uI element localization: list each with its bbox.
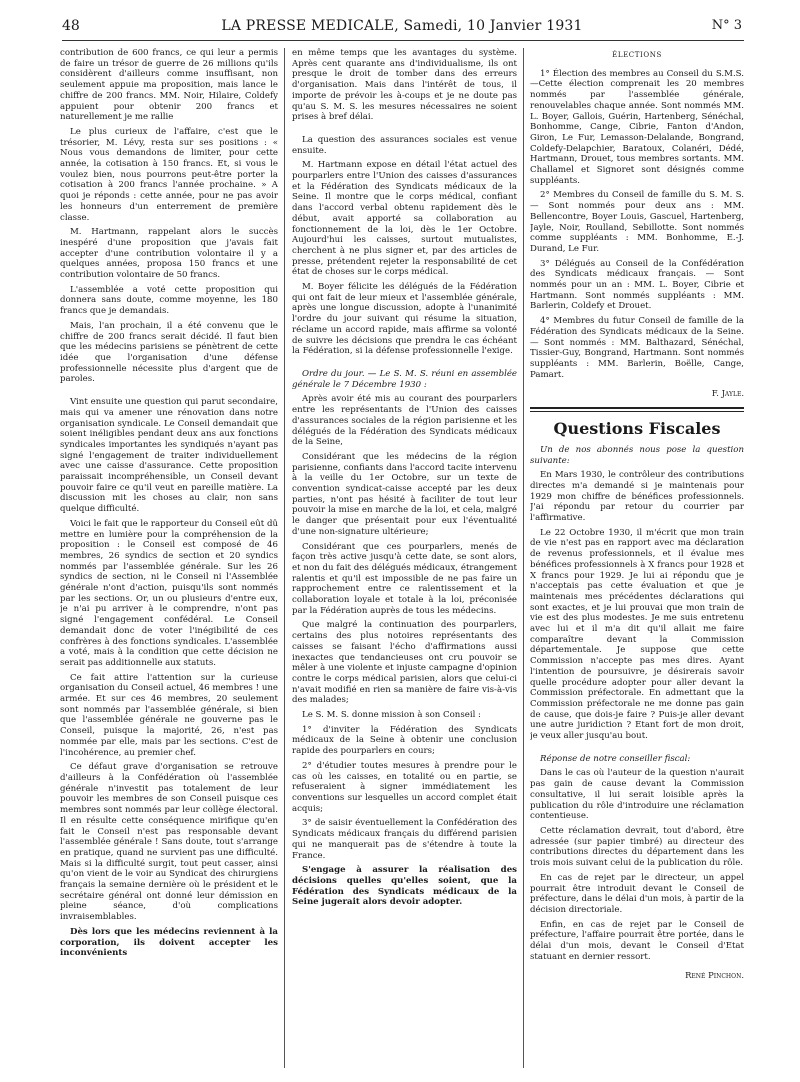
signature: René Pinchon. [685,970,744,981]
paragraph: S'engage à assurer la réalisation des décisions quelles qu'elles soient, que la Fédération des Syndicats médicaux de la Seine jugerait alors devoir adopter. [292,865,517,908]
paragraph: Considérant que les médecins de la région parisienne, confiants dans l'accord tacite intervenu à la veille du 1er Octobre, sur un texte de convention syndicat-caisse accepté par les deux parties, n'ont pas hésité à faciliter de tout leur pouvoir la mise en marche de la loi, et cela, malgré le danger que présentait pour eux l'éventualité d'une non-signature ultérieure; [292,451,517,537]
paragraph: Ce fait attire l'attention sur la curieuse organisation du Conseil actuel, 46 membres ! une armée. Et sur ces 46 membres, 20 seulement sont nommés par l'assemblée générale, si bien que l'assemblée générale ne gouverne pas le Conseil, puisque la majorité, 26, n'est pas nommée par elle, mais par les sections. C'est de l'incohérence, au premier chef. [60,672,278,758]
paragraph: Que malgré la continuation des pourparlers, certains des plus notoires représentants des caisses se faisant l'écho d'affirmations aussi inexactes que tendancieuses ont cru pouvoir se mêler à une violente et injuste campagne d'opinion contre le corps médical parisien, alors que celui-ci n'avait modifié en rien sa manière de faire vis-à-vis des malades; [292,620,517,706]
paragraph: Le plus curieux de l'affaire, c'est que le trésorier, M. Lévy, resta sur ses positions : « Nous vous demandons de limiter, pour cette année, la cotisation à 150 francs. Et, si vous le voulez bien, nous pourrons peut-être porter la cotisation à 200 francs l'année prochaine. » A quoi je réponds : cette année, pour ne pas avoir les honneurs d'un enterrement de première classe. [60,126,278,223]
paragraph: Le 22 Octobre 1930, il m'écrit que mon train de vie n'est pas en rapport avec ma déclaration de revenus professionnels, et il évalue mes bénéfices professionnels à X francs pour 1928 et X francs pour 1929. Je lui ai répondu que je n'acceptais pas cette évaluation et que je maintenais mes précédentes déclarations qui sont exactes, et je lui prouvai que mon train de vie est des plus modestes. Je me suis entretenu avec lui et il m'a dit qu'il allait me faire comparaître devant la Commission départementale. Je suppose que cette Commission n'accepte pas mes dires. Ayant l'intention de poursuivre, je désirerais savoir quelle procédure adopter pour aller devant la Commission préfectorale. En admettant que la Commission préfectorale ne me donne pas gain de cause, que dois-je faire ? Puis-je aller devant une autre juridiction ? Etant fort de mon droit, je veux aller jusqu'au bout. [530,527,744,742]
column-divider [523,48,524,1068]
paragraph: Mais, l'an prochain, il a été convenu que le chiffre de 200 francs serait décidé. Il faut bien que les médecins parisiens se pénètrent de cette idée que l'organisation d'une défense professionnelle nécessite plus d'argent que de paroles. [60,320,278,385]
header-rule [62,40,744,41]
paragraph: Vint ensuite une question qui parut secondaire, mais qui va amener une rénovation dans notre organisation syndicale. Le Conseil demandait que soient inéligibles pendant deux ans aux fonctions syndicales importantes les syndiqués n'ayant pas signé l'engagement de traiter individuellement avec une caisse d'assurance. Cette proposition paraissait incompréhensible, un Conseil devant pouvoir faire ce qu'il veut en pareille matière. La discussion mit les choses au clair, non sans quelque difficulté. [60,397,278,515]
paragraph: Cette réclamation devrait, tout d'abord, être adressée (sur papier timbré) au directeur des contributions directes du département dans les trois mois suivant celui de la publication du rôle. [530,826,744,869]
paragraph: Le S. M. S. donne mission à son Conseil : [302,710,481,721]
paragraph: La question des assurances sociales est venue ensuite. [292,134,517,156]
issue-number: N° 3 [711,18,742,33]
election-item: 2° Membres du Conseil de famille du S. M. S. — Sont nommés pour deux ans : MM. Bellencontre, Boyer Louis, Gascuel, Hartenberg, Jayle, Noir, Roulland, Sebillotte. Sont nommés comme suppléants : MM. Bonhomme, E.-J. Durand, Le Fur. [530,190,744,254]
paragraph: 3° de saisir éventuellement la Confédération des Syndicats médicaux français du différend parisien qui ne manquerait pas de s'étendre à toute la France. [292,818,517,861]
column-middle [292,48,517,1072]
paragraph: Voici le fait que le rapporteur du Conseil eût dû mettre en lumière pour la compréhension de la proposition : le Conseil est composé de 46 membres, 26 syndics de section et 20 syndics nommés par l'assemblée générale. Sur les 26 syndics de section, ni le Conseil ni l'Assemblée générale n'ont d'action, puisqu'ils sont nommés par les sections. Or, un ou plusieurs d'entre eux, je n'ai pu arriver à le comprendre, n'ont pas signé l'engagement confédéral. Le Conseil demandait donc de voter l'inégibilité de ces confrères à des fonctions syndicales. L'assemblée a voté, mais à la condition que cette décision ne serait pas additionnelle aux statuts. [60,518,278,668]
paragraph: Considérant que ces pourparlers, menés de façon très active jusqu'à cette date, se sont alors, et non du fait des délégués médicaux, étrangement ralentis et qu'il est impossible de ne pas faire un rapprochement entre ce ralentissement et la collaboration loyale et totale à la loi, préconisée par la Fédération auprès de tous les médecins. [292,541,517,616]
paragraph: Ce défaut grave d'organisation se retrouve d'ailleurs à la Confédération où l'assemblée générale n'investit pas totalement de leur pouvoir les membres de son Conseil puisque ces membres sont nommés par leur collège électoral. Il en résulte cette conséquence mirifique qu'en fait le Conseil n'est pas responsable devant l'assemblée générale ! Sans doute, tout s'arrange en pratique, quand ne survient pas une difficulté. Mais si la difficulté surgit, tout peut casser, ainsi qu'on vient de le voir au Syndicat des chirurgiens français la semaine dernière où le président et le secrétaire général ont donné leur démission en pleine séance, d'où complications invraisemblables. [60,762,278,923]
elections-caption: ÉLECTIONS [612,51,662,59]
paragraph: 2° d'étudier toutes mesures à prendre pour le cas où les caisses, en totalité ou en partie, se refuseraient à signer immédiatement les conventions sur lesquelles un accord complet était acquis; [292,760,517,814]
column-divider [284,48,285,1068]
reply-intro: Réponse de notre conseiller fiscal: [540,753,691,764]
running-title: LA PRESSE MEDICALE, Samedi, 10 Janvier 1931 [221,18,583,34]
paragraph: Enfin, en cas de rejet par le Conseil de préfecture, l'affaire pourrait être portée, dans le délai d'un mois, devant le Conseil d'Etat statuant en dernier ressort. [530,919,744,962]
election-item: 4° Membres du futur Conseil de famille de la Fédération des Syndicats médicaux de la Seine. — Sont nommés : MM. Balthazard, Sénéchal, Tissier-Guy, Bongrand, Hartmann. Sont nommés suppléants : MM. Barlerin, Boëlle, Cange, Pamart. [530,316,744,380]
paragraph: M. Hartmann expose en détail l'état actuel des pourparlers entre l'Union des caisses d'assurances et la Fédération des Syndicats médicaux de la Seine. Il montre que le corps médical, confiant dans l'accord verbal obtenu rapidement dès le début, avait apporté sa collaboration au fonctionnement de la loi, dès le 1er Octobre. Aujourd'hui les caisses, surtout mutualistes, cherchent à ne plus signer et, par des articles de presse, prétendent rejeter la responsabilité de cet état de choses sur le corps médical. [292,160,517,278]
election-item: 3° Délégués au Conseil de la Confédération des Syndicats médicaux français. — Sont nommés pour un an : MM. L. Boyer, Cibrie et Hartmann. Sont nommés suppléants : MM. Barlerin, Coldefy et Drouet. [530,258,744,312]
paragraph: En cas de rejet par le directeur, un appel pourrait être introduit devant le Conseil de préfecture, dans le délai d'un mois, à partir de la décision directoriale. [530,872,744,915]
column-left [60,48,278,1072]
paragraph: Dans le cas où l'auteur de la question n'aurait pas gain de cause devant la Commission consultative, il lui serait loisible après la publication du rôle d'introduire une réclamation contentieuse. [530,768,744,822]
paragraph: en même temps que les avantages du système. Après cent quarante ans d'individualisme, ils ont presque le droit de tomber dans des erreurs d'organisation. Mais dans l'intérêt de tous, il importe de prévoir les à-coups et je ne doute pas qu'au S. M. S. les mesures nécessaires ne soient prises à bref délai. [292,48,517,123]
paragraph: contribution de 600 francs, ce qui leur a permis de faire un trésor de guerre de 26 millions qu'ils considèrent d'ailleurs comme insuffisant, non seulement appuie ma proposition, mais lance le chiffre de 200 francs. MM. Noir, Hilaire, Coldefy appuient pour obtenir 200 francs et naturellement je me rallie [60,48,278,123]
paragraph: M. Boyer félicite les délégués de la Fédération qui ont fait de leur mieux et l'assemblée générale, après une longue discussion, adopte à l'unanimité l'ordre du jour suivant qui résume la situation, réclame un accord rapide, mais affirme sa volonté de suivre les décisions que prendra le cas échéant la Fédération, si la défense professionnelle l'exige. [292,282,517,357]
paragraph: En Mars 1930, le contrôleur des contributions directes m'a demandé si je maintenais pour 1929 mon chiffre de bénéfices professionnels. J'ai répondu par retour du courrier par l'affirmative. [530,470,744,524]
paragraph: 1° d'inviter la Fédération des Syndicats médicaux de la Seine à obtenir une conclusion rapide des pourparlers en cours; [292,724,517,757]
paragraph: Dès lors que les médecins reviennent à la corporation, ils doivent accepter les inconvénients [60,926,278,959]
section-title: Questions Fiscales [553,419,721,439]
section-separator [530,407,744,412]
paragraph: Après avoir été mis au courant des pourparlers entre les représentants de l'Union des caisses d'assurances sociales de la région parisienne et les délégués de la Fédération des Syndicats médicaux de la Seine, [292,394,517,448]
paragraph: M. Hartmann, rappelant alors le succès inespéré d'une proposition que j'avais fait accepter d'une contribution volontaire il y a quelques années, proposa 150 francs et une contribution volontaire de 50 francs. [60,227,278,281]
column-right [530,48,744,1072]
page-number: 48 [62,18,80,34]
question-intro: Un de nos abonnés nous pose la question suivante: [530,444,744,466]
page-header [62,18,742,38]
paragraph: L'assemblée a voté cette proposition qui donnera sans doute, comme moyenne, les 180 francs que je demandais. [60,284,278,317]
agenda-heading: Ordre du jour. — Le S. M. S. réuni en assemblée générale le 7 Décembre 1930 : [292,368,517,390]
election-item: 1° Élection des membres au Conseil du S.M.S. —Cette élection comprenait les 20 membres nommés par l'assemblée générale, renouvelables chaque année. Sont nommés MM. L. Boyer, Gallois, Guérin, Hartenberg, Sénéchal, Bonhomme, Cange, Cibrie, Fanton d'Andon, Giron, Le Fur, Lemasson-Delalande, Bongrand, Coldefy-Delapchier, Baratoux, Colanéri, Dédé, Hartmann, Drouet, tous membres sortants. MM. Challamel et Signoret sont désignés comme suppléants. [530,68,744,186]
signature: F. Jayle. [711,388,744,399]
